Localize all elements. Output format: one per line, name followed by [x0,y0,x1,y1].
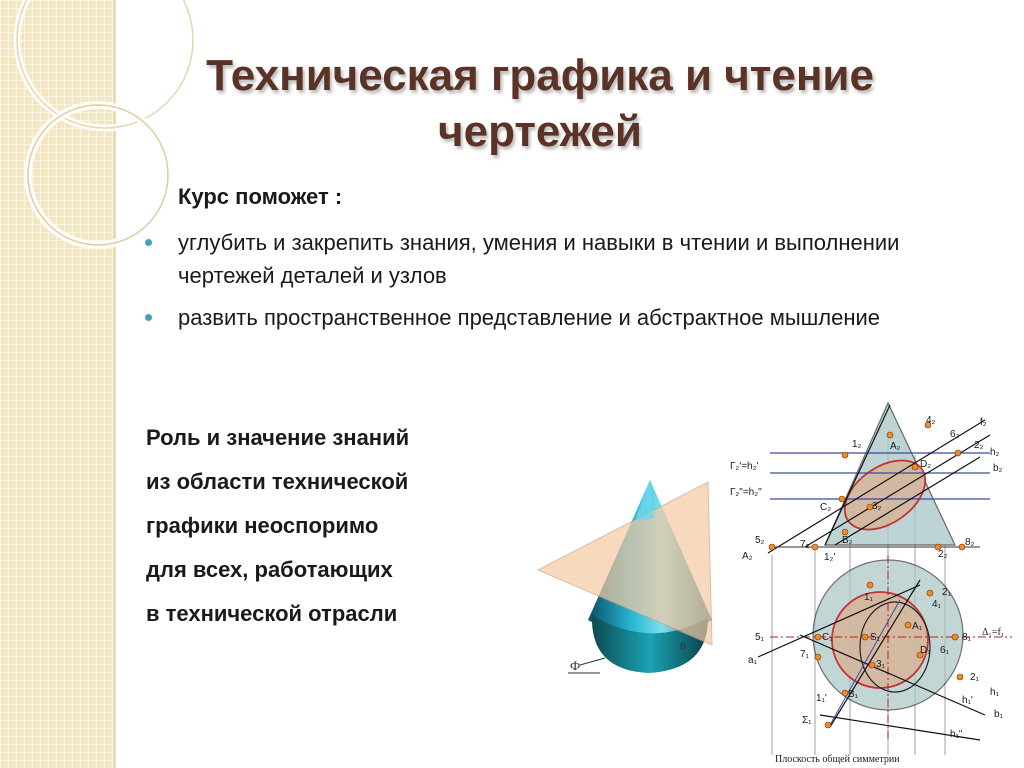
label-8-2: 8₂ [965,537,975,548]
role-line: графики неоспоримо [146,513,379,538]
label-7-1: 7₁ [800,649,809,660]
label-delta1-f1: Δ₁=f₁ [982,627,1005,638]
label-7-2: 7₂ [800,539,810,550]
label-c1: C₁ [822,632,833,643]
label-c2: C₂ [820,502,832,513]
label-a2: A₂ [890,441,901,452]
role-line: в технической отрасли [146,601,398,626]
bullet-text: углубить и закрепить знания, умения и навыки в чтении и выполнении чертежей деталей и узлов [178,230,900,288]
label-3-1: 3₁ [876,659,885,670]
label-5-2: 5₂ [755,535,765,546]
label-b1: b₁ [994,709,1003,720]
label-6-1: 6₁ [940,645,949,656]
label-4-2: 4₂ [926,415,936,426]
label-h1-prime: h₁' [962,695,973,706]
label-5-1: 5₁ [755,632,764,643]
bullet-dot-icon [145,314,152,321]
label-6-2: 6₂ [950,429,960,440]
label-3-2: 3₂ [872,501,882,512]
label-b1-point: B₁ [848,689,859,700]
label-b2: b₂ [993,463,1003,474]
role-line: для всех, работающих [146,557,393,582]
label-h2: h₂ [990,447,1000,458]
label-d1: D₁ [920,645,931,656]
drawing-caption: Плоскость общей симметрии [775,754,900,765]
label-2-2: 2₂ [974,440,984,451]
bullet-list [145,226,965,343]
slide-title [120,48,960,160]
label-sigma1: Σ₁ [802,715,812,726]
role-statement [146,420,409,640]
label-8-1: 8₁ [962,632,971,643]
label-g2-double: Г₂"=h₂" [730,487,762,498]
phi-label: Ф [570,658,581,673]
role-line: из области технической [146,469,409,494]
title-line-1: Техническая графика и чтение [206,51,874,100]
label-f2: f₂ [980,417,987,428]
theta-label: θ [680,639,686,653]
label-2-1-bottom: 2₁ [970,672,979,683]
label-2-1-top: 2₁ [942,587,951,598]
bullet-text: развить пространственное представление и абстрактное мышление [178,305,881,330]
label-2-2-bottom: 2₂ [938,549,948,560]
phi-leader [580,658,605,665]
label-s1: S₁ [870,632,881,643]
label-4-1: 4₁ [932,599,941,610]
label-1-1: 1₁ [864,592,873,603]
bullet-dot-icon [145,239,152,246]
label-d2: D₂ [920,459,932,470]
label-a1-left: a₁ [748,655,757,666]
label-1-2: 1₂ [852,439,862,450]
title-line-2: чертежей [438,107,642,156]
bullet-item [145,226,965,292]
label-a2-left: A₂ [742,551,753,562]
label-h1-double: h₁" [950,729,963,740]
label-h1: h₁ [990,687,999,698]
label-1-1-prime: 1₁' [816,693,827,704]
label-a1: A₁ [912,621,923,632]
orthographic-drawing [730,395,1015,765]
label-1-2-prime: 1₂' [824,552,836,563]
role-line: Роль и значение знаний [146,425,410,450]
label-g2-prime: Г₂'=h₂' [730,461,759,472]
cone-plane-illustration [530,470,730,685]
label-b2-point: B₂ [842,535,853,546]
course-lead: Курс поможет : [178,184,343,209]
bullet-item [145,301,965,334]
